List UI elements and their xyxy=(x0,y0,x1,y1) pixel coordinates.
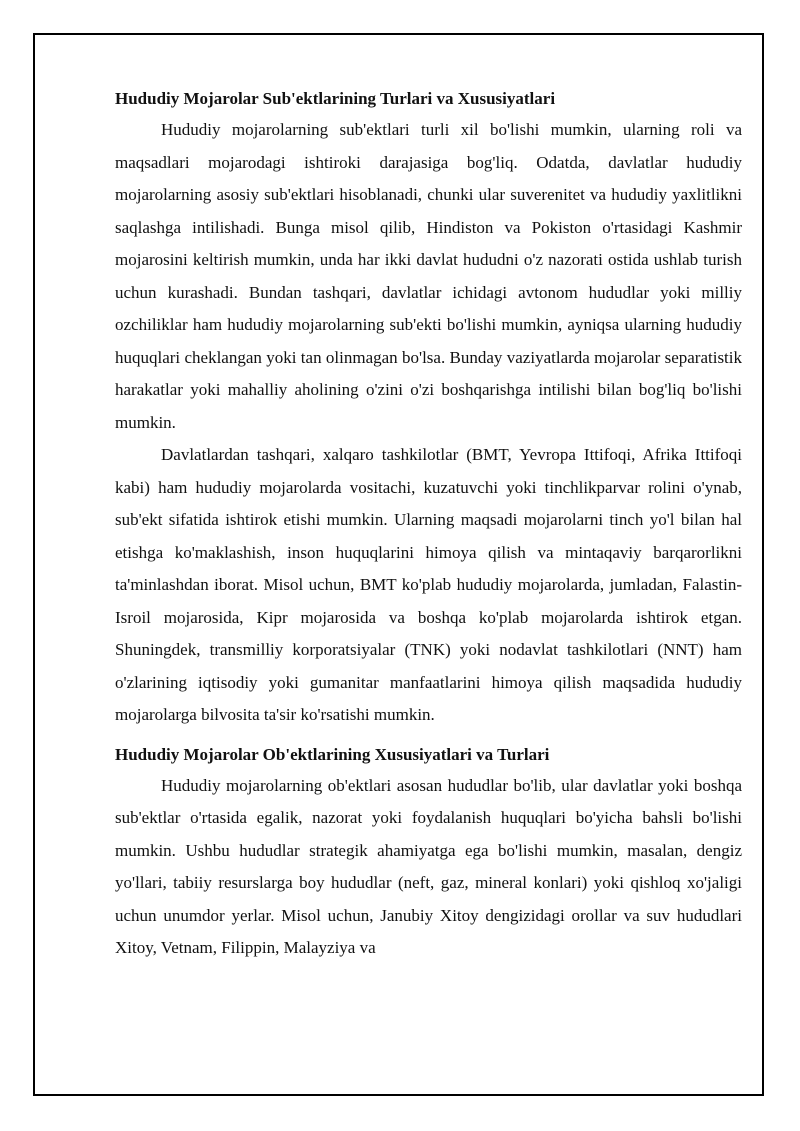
section-heading-objects: Hududiy Mojarolar Ob'ektlarining Xususiyatlari va Turlari xyxy=(115,744,550,764)
document-body xyxy=(115,86,742,965)
paragraph-objects-1: Hududiy mojarolarning ob'ektlari asosan hududlar bo'lib, ular davlatlar yoki boshqa sub'ektlar o'rtasida egalik, nazorat yoki foydalanish huquqlari bo'yicha bahsli bo'lishi mumkin. Ushbu hududlar strategik ahamiyatga ega bo'lishi mumkin, masalan, dengiz yo'llari, tabiiy resurslarga boy hududlar (neft, gaz, mineral konlari) yoki qishloq xo'jaligi uchun unumdor yerlar. Misol uchun, Janubiy Xitoy dengizidagi orollar va suv hududlari Xitoy, Vetnam, Filippin, Malayziya va xyxy=(115,775,742,957)
paragraph-subjects-1: Hududiy mojarolarning sub'ektlari turli xil bo'lishi mumkin, ularning roli va maqsadlari mojarodagi ishtiroki darajasiga bog'liq. Odatda, davlatlar hududiy mojarolarning asosiy sub'ektlari hisoblanadi, chunki ular suverenitet va hududiy yaxlitlikni saqlashga intilishadi. Bunga misol qilib, Hindiston va Pokiston o'rtasidagi Kashmir mojarosini keltirish mumkin, unda har ikki davlat hududni o'z nazorati ostida ushlab turish uchun kurashadi. Bundan tashqari, davlatlar ichidagi avtonom hududlar yoki milliy ozchiliklar ham hududiy mojarolarning sub'ekti bo'lishi mumkin, ayniqsa ularning hududiy huquqlari cheklangan yoki tan olinmagan bo'lsa. Bunday vaziyatlarda mojarolar separatistik harakatlar yoki mahalliy aholining o'zini o'zi boshqarishga intilishi bilan bog'liq bo'lishi mumkin. xyxy=(115,120,742,432)
section-heading-subjects: Hududiy Mojarolar Sub'ektlarining Turlari va Xususiyatlari xyxy=(115,89,556,108)
paragraph-subjects-2: Davlatlardan tashqari, xalqaro tashkilotlar (BMT, Yevropa Ittifoqi, Afrika Ittifoqi kabi) ham hududiy mojarolarda vositachi, kuzatuvchi yoki tinchlikparvar rolini o'ynab, sub'ekt sifatida ishtirok etishi mumkin. Ularning maqsadi mojarolarni tinch yo'l bilan hal etishga ko'maklashish, inson huquqlarini himoya qilish va mintaqaviy barqarorlikni ta'minlashdan iborat. Misol uchun, BMT ko'plab hududiy mojarolarda, jumladan, Falastin-Isroil mojarosida, Kipr mojarosida va boshqa ko'plab mojarolarda ishtirok etgan. Shuningdek, transmilliy korporatsiyalar (TNK) yoki nodavlat tashkilotlari (NNT) ham o'zlarining iqtisodiy yoki gumanitar manfaatlarini himoya qilish maqsadida hududiy mojarolarga bilvosita ta'sir ko'rsatishi mumkin. xyxy=(115,445,742,724)
